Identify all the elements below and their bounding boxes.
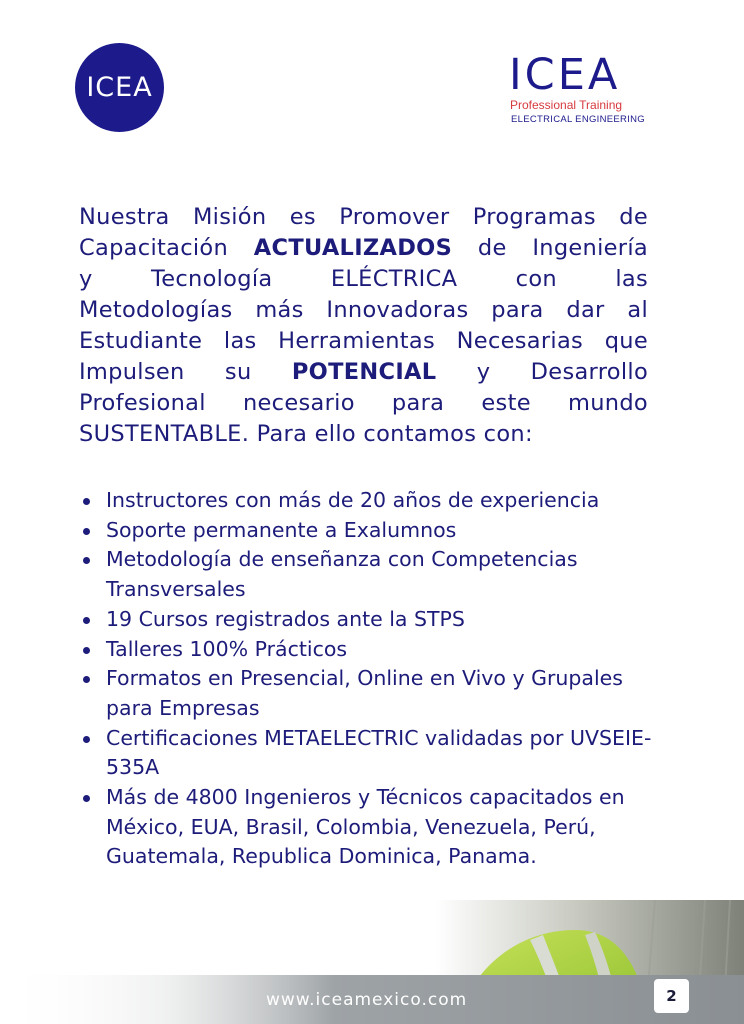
icea-circle-logo <box>75 43 164 132</box>
mission-line: SUSTENTABLE. Para ello contamos con: <box>79 421 533 447</box>
list-item: Certificaciones METAELECTRIC validadas por UVSEIE-535A <box>79 724 669 783</box>
mission-line: Estudiante las Herramientas Necesarias que <box>79 328 648 354</box>
list-item: Instructores con más de 20 años de experiencia <box>79 486 669 516</box>
list-item: Soporte permanente a Exalumnos <box>79 516 669 546</box>
website-url[interactable]: www.iceamexico.com <box>266 990 468 1010</box>
list-item: Metodología de enseñanza con Competencias Transversales <box>79 545 669 604</box>
highlight-potencial: POTENCIAL <box>291 359 437 385</box>
list-item: Talleres 100% Prácticos <box>79 635 669 665</box>
circle-logo-text: ICEA <box>86 72 153 103</box>
mission-line: Nuestra Misión es Promover Programas de <box>79 204 648 230</box>
brand-word: ICEA <box>509 50 621 100</box>
brand-subtagline: ELECTRICAL ENGINEERING <box>511 114 645 125</box>
list-item: Más de 4800 Ingenieros y Técnicos capacitados en México, EUA, Brasil, Colombia, Venezuela, Perú, Guatemala, Republica Dominica, Panama. <box>79 783 669 872</box>
benefits-list <box>79 486 669 872</box>
mission-line: Impulsen su POTENCIAL y Desarrollo <box>79 359 649 385</box>
icea-brand-logo <box>505 50 650 130</box>
list-item: Formatos en Presencial, Online en Vivo y Grupales para Empresas <box>79 664 669 723</box>
list-item: 19 Cursos registrados ante la STPS <box>79 605 669 635</box>
mission-line: y Tecnología ELÉCTRICA con las <box>79 266 648 292</box>
brand-tagline: Professional Training <box>510 98 623 112</box>
mission-paragraph <box>79 202 648 450</box>
mission-line: Capacitación ACTUALIZADOS de Ingeniería <box>79 235 648 261</box>
mission-line: Profesional necesario para este mundo <box>79 390 648 416</box>
mission-line: Metodologías más Innovadoras para dar al <box>79 297 648 323</box>
page-number: 2 <box>654 979 689 1013</box>
highlight-actualizados: ACTUALIZADOS <box>253 235 453 261</box>
